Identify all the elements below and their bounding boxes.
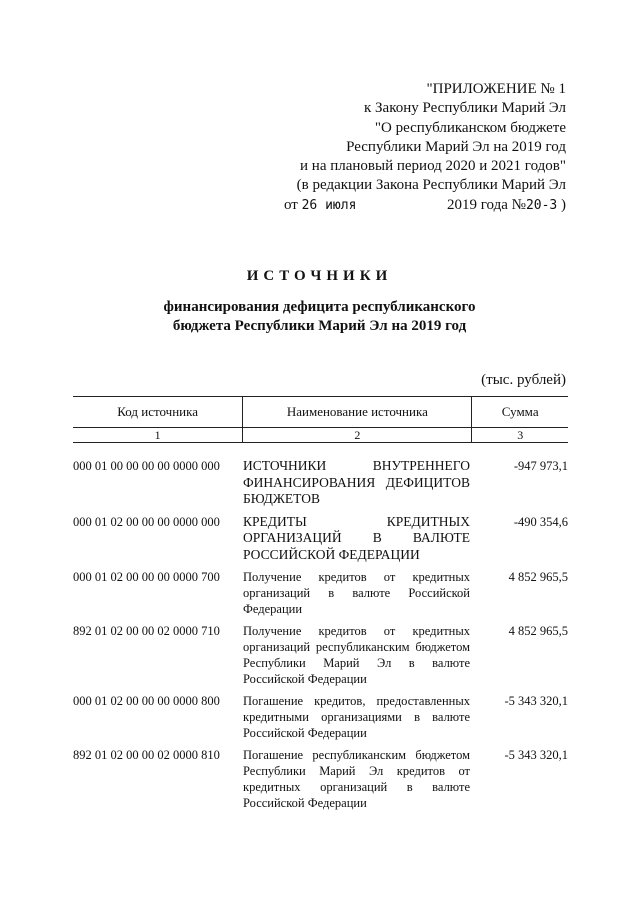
subtitle-line-1: финансирования дефицита республиканского [163, 299, 476, 315]
table-row [73, 747, 568, 811]
row-code: 000 01 02 00 00 00 0000 000 [73, 514, 220, 529]
row-code: 892 01 02 00 00 02 0000 710 [73, 624, 220, 638]
row-amount: -947 973,1 [513, 459, 568, 473]
table-row [73, 623, 568, 687]
column-number-1: 1 [154, 427, 161, 442]
date-prefix-group [284, 196, 356, 215]
row-code: 892 01 02 00 00 02 0000 810 [73, 748, 220, 762]
column-number-3: 3 [517, 427, 524, 442]
appendix-notice [236, 80, 566, 215]
column-number-2: 2 [354, 427, 361, 442]
row-code: 000 01 00 00 00 00 0000 000 [73, 459, 220, 473]
date-year: 2019 года № [446, 196, 526, 213]
table-body [73, 458, 568, 811]
table-row [73, 458, 568, 508]
header-amount: Сумма [501, 404, 539, 419]
column-number-2-cell [242, 428, 472, 442]
row-amount: -5 343 320,1 [504, 748, 568, 762]
appendix-line-6: (в редакции Закона Республики Марий Эл [296, 177, 566, 194]
appendix-date-line [236, 196, 566, 215]
row-name: КРЕДИТЫ КРЕДИТНЫХ ОРГАНИЗАЦИЙ В ВАЛЮТЕ РОССИЙСКОЙ ФЕДЕРАЦИИ [243, 513, 470, 562]
units-label: (тыс. рублей) [481, 372, 566, 388]
header-name-text: Наименование источника [286, 404, 428, 419]
row-name: Погашение республиканским бюджетом Республики Марий Эл кредитов от кредитных организаций в валюте Российской Федерации [243, 748, 470, 810]
document-subtitle [0, 298, 639, 336]
column-number-row [73, 428, 568, 443]
appendix-line-5: и на плановый период 2020 и 2021 годов" [300, 158, 566, 175]
date-close: ) [561, 196, 566, 213]
table-row [73, 514, 568, 564]
appendix-line-4: Республики Марий Эл на 2019 год [346, 138, 566, 155]
row-amount: 4 852 965,5 [508, 624, 568, 638]
appendix-line-3: "О республиканском бюджете [374, 119, 566, 136]
row-code: 000 01 02 00 00 00 0000 800 [73, 694, 220, 708]
appendix-line-1: "ПРИЛОЖЕНИЕ № 1 [426, 81, 566, 97]
document-title: ИСТОЧНИКИ [246, 268, 393, 284]
header-code: Код источника [117, 404, 199, 419]
subtitle-line-2: бюджета Республики Марий Эл на 2019 год [172, 318, 467, 334]
row-code: 000 01 02 00 00 00 0000 700 [73, 570, 220, 584]
law-number: 20-З [525, 197, 558, 213]
row-amount: -5 343 320,1 [504, 694, 568, 708]
appendix-line-2: к Закону Республики Марий Эл [363, 100, 566, 117]
date-day-month: 26 июля [301, 197, 357, 213]
table-row [73, 569, 568, 617]
row-name: Получение кредитов от кредитных организаций в валюте Российской Федерации [243, 570, 470, 616]
row-name: Получение кредитов от кредитных организаций республиканским бюджетом Республики Марий Эл в валюте Российской Федерации [243, 624, 470, 686]
row-amount: 4 852 965,5 [508, 570, 568, 584]
row-name: ИСТОЧНИКИ ВНУТРЕННЕГО ФИНАНСИРОВАНИЯ ДЕФИЦИТОВ БЮДЖЕТОВ [243, 458, 470, 506]
date-suffix-group [447, 196, 566, 215]
table-row [73, 693, 568, 741]
header-name [242, 397, 472, 427]
row-name: Погашение кредитов, предоставленных кредитными организациями в валюте Российской Федерации [243, 694, 470, 740]
table-header [73, 396, 568, 443]
date-prefix: от [284, 196, 298, 213]
header-row [73, 396, 568, 428]
row-amount: -490 354,6 [513, 514, 568, 529]
